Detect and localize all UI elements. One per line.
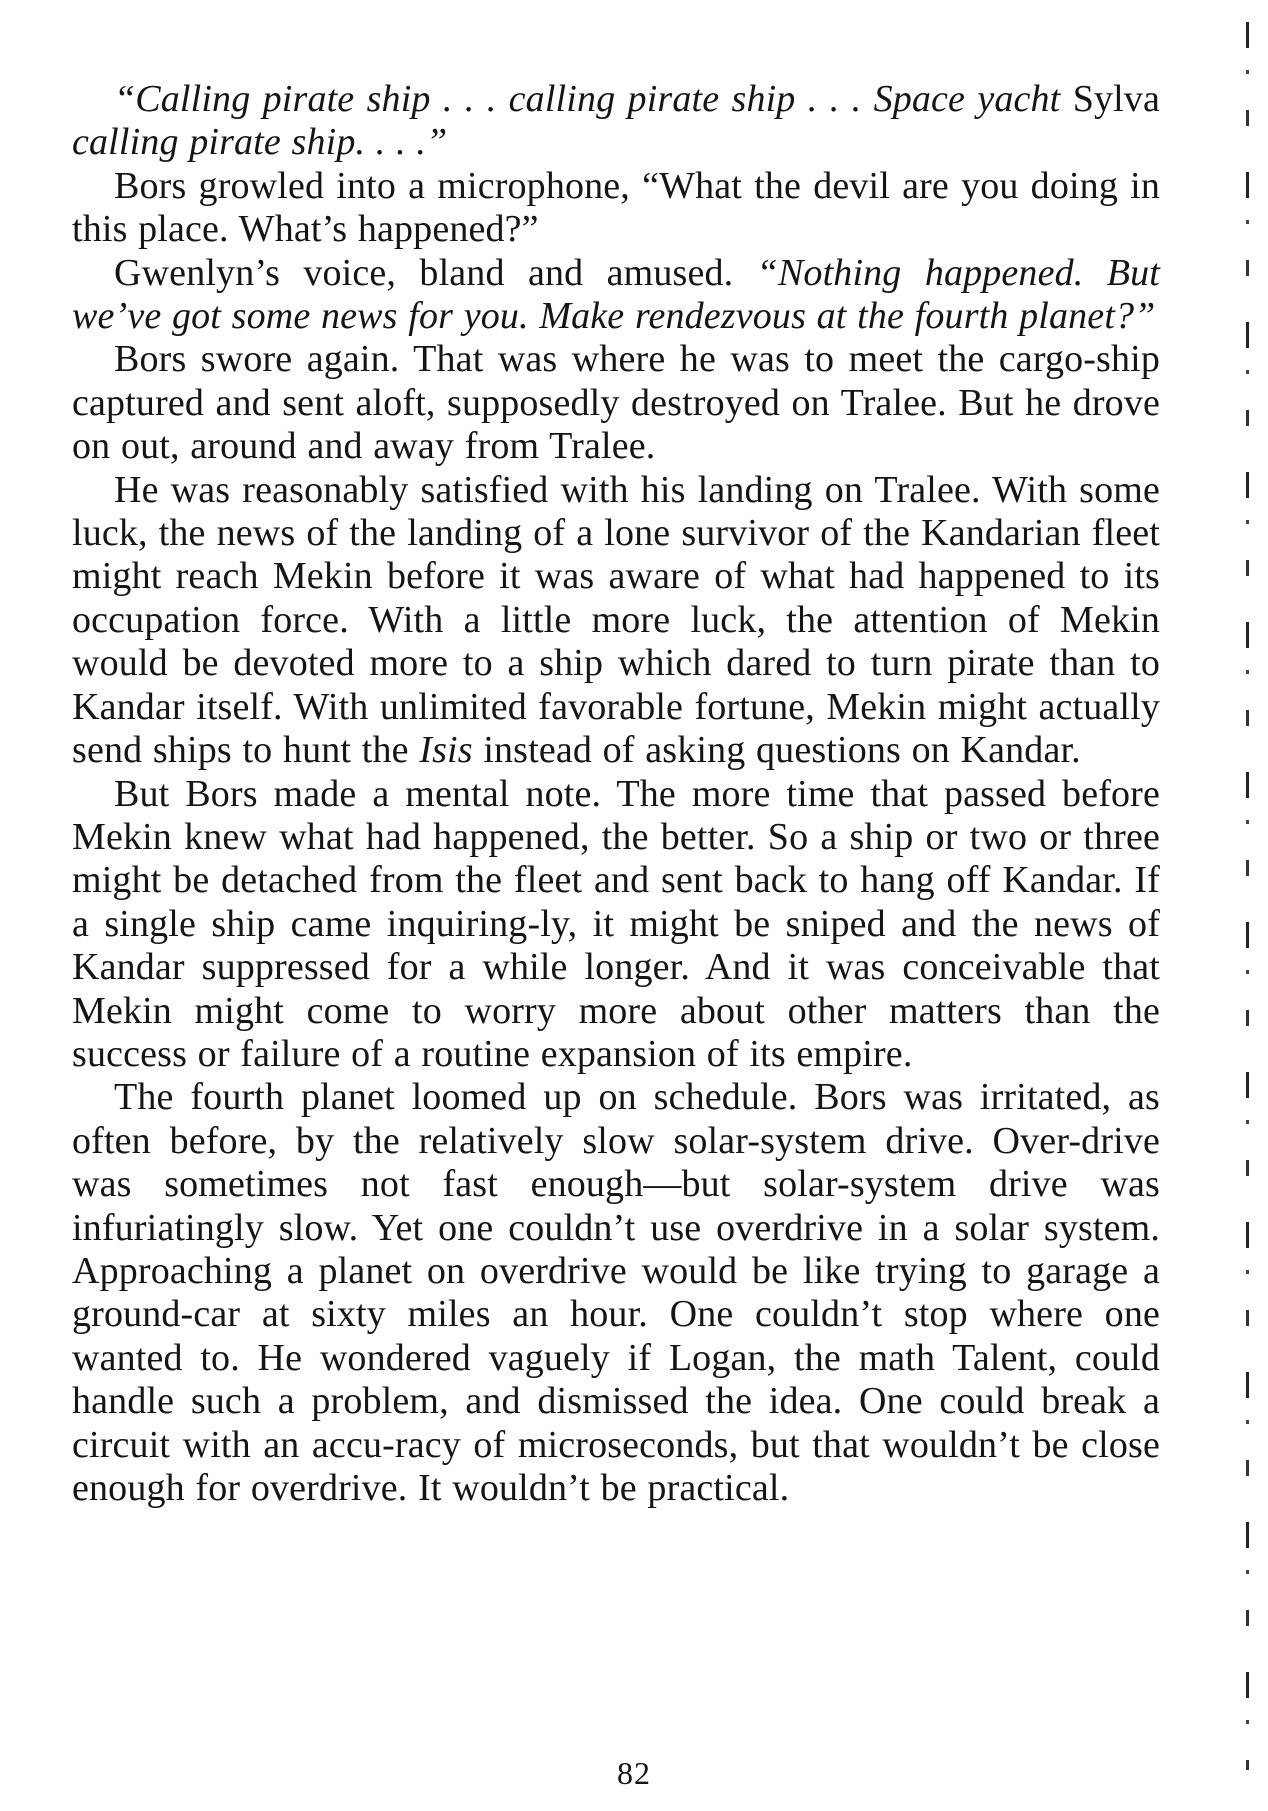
text-span: Bors growled into a microphone, “What the devil are you doing in this place. What’s happened?” [72, 164, 1160, 251]
text-span: instead of asking questions on Kandar. [472, 729, 1081, 772]
text-span: Bors swore again. That was where he was to meet the cargo-ship captured and sent aloft, supposedly destroyed on Tralee. But he drove on out, around and away from Tralee. [72, 338, 1160, 468]
paragraph [72, 78, 1160, 165]
scan-edge-mark [1246, 22, 1249, 1770]
paragraph [72, 252, 1160, 339]
page-number: 82 [617, 1755, 651, 1791]
text-span: But Bors made a mental note. The more time that passed before Mekin knew what had happened, the better. So a ship or two or three might be detached from the fleet and sent back to hang off Kandar. If a single ship came inquiring-ly, it might be sniped and the news of Kandar suppressed for a while longer. And it was conceivable that Mekin might come to worry more about other matters than the success or failure of a routine expansion of its empire. [72, 772, 1160, 1075]
text-span: Gwenlyn’s voice, bland and amused. [114, 251, 757, 294]
text-span: “Calling pirate ship . . . calling pirate ship . . . Space yacht [114, 78, 1073, 120]
paragraph [72, 338, 1160, 468]
text-span: Sylva [1072, 78, 1160, 120]
paragraph [72, 165, 1160, 252]
text-span: Isis [419, 729, 473, 772]
paragraph [72, 773, 1160, 1077]
paragraph [72, 1076, 1160, 1510]
text-span: He was reasonably satisfied with his landing on Tralee. With some luck, the news of the landing of a lone survivor of the Kandarian fleet might reach Mekin before it was aware of what had happened to its occupation force. With a little more luck, the attention of Mekin would be devoted more to a ship which dared to turn pirate than to Kandar itself. With unlimited favorable fortune, Mekin might actually send ships to hunt the [72, 468, 1160, 772]
text-span: “Nothing happened. But we’ve got some news for you. Make rendezvous at the fourth planet?” [72, 251, 1160, 338]
paragraph [72, 469, 1160, 773]
body-text [72, 78, 1160, 1510]
text-span: The fourth planet loomed up on schedule. Bors was irritated, as often before, by the relatively slow solar-system drive. Over-drive was sometimes not fast enough—but solar-system drive was infuriatingly slow. Yet one couldn’t use overdrive in a solar system. Approaching a planet on overdrive would be like trying to garage a ground-car at sixty miles an hour. One couldn’t stop where one wanted to. He wondered vaguely if Logan, the math Talent, could handle such a problem, and dismissed the idea. One could break a circuit with an accu-racy of microseconds, but that wouldn’t be close enough for overdrive. It wouldn’t be practical. [72, 1076, 1160, 1509]
text-span: calling pirate ship. . . .” [72, 121, 448, 164]
